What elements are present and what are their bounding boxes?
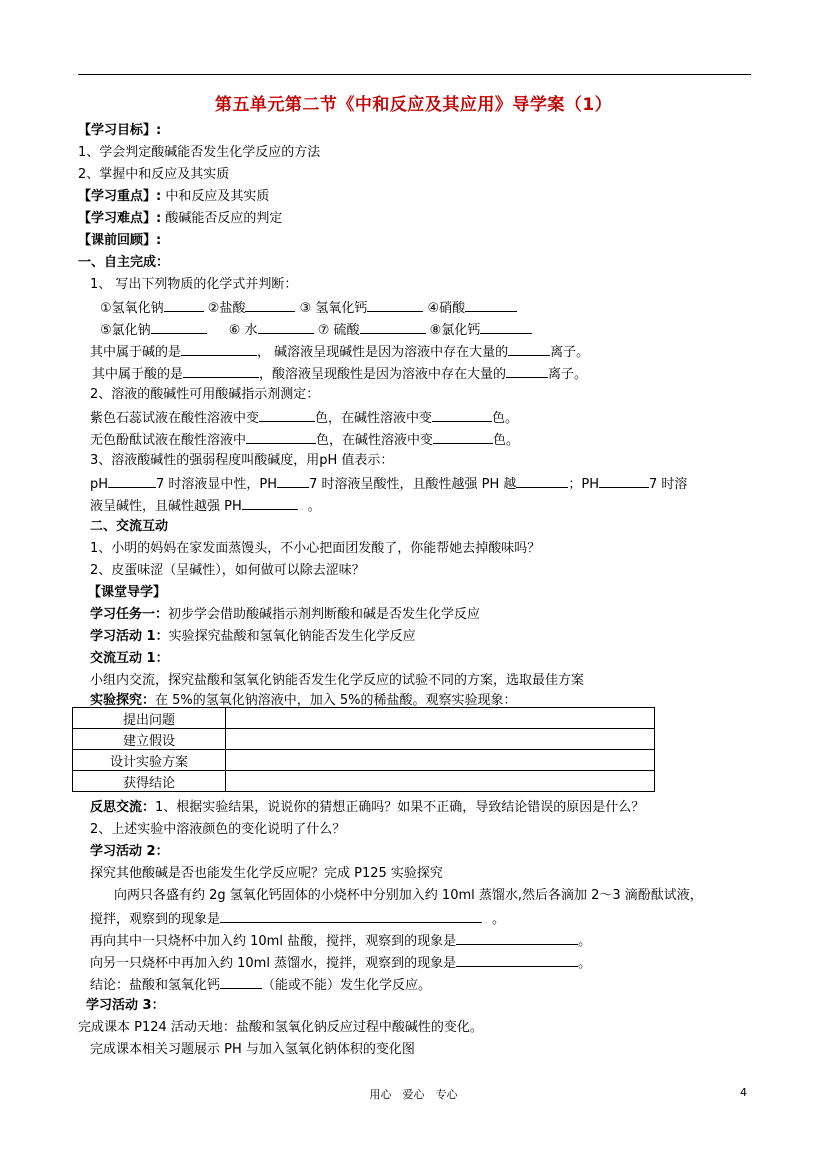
- text: 结论：盐酸和氢氧化钙: [90, 978, 221, 993]
- focus-line: [78, 188, 269, 206]
- table-row: [73, 708, 655, 729]
- substance-6: ⑥ 水: [228, 323, 258, 338]
- header-rule: [78, 74, 751, 75]
- table-row: [73, 750, 655, 771]
- explore-label: 实验探究：: [90, 693, 156, 708]
- blank[interactable]: [242, 496, 298, 510]
- task1-line: [90, 606, 480, 624]
- text: 色。: [492, 411, 519, 426]
- text: pH: [90, 477, 109, 492]
- activity3-line2: 完成课本相关习题展示 PH 与加入氢氧化钠体积的变化图: [90, 1042, 415, 1057]
- base-line: [90, 342, 589, 362]
- reflect-text: 1、根据实验结果，说说你的猜想正确吗？如果不正确，导致结论错误的原因是什么？: [155, 800, 645, 815]
- part2-q1: 1、小明的妈妈在家发面蒸馒头，不小心把面团发酸了，你能帮她去掉酸味吗？: [90, 541, 541, 556]
- activity2-line2: 向两只各盛有约 2g 氢氧化钙固体的小烧杯中分别加入约 10ml 蒸馏水,然后各滴加 2～3 滴酚酞试液，: [114, 888, 703, 903]
- blank[interactable]: [367, 298, 423, 312]
- row-label: 建立假设: [73, 729, 226, 750]
- blank[interactable]: [599, 474, 649, 488]
- substance-5: ⑤氯化钠: [100, 323, 151, 338]
- objective-1: 1、学会判定酸碱能否发生化学反应的方法: [78, 145, 321, 160]
- explore-line: [90, 694, 517, 708]
- activity2-line3: [90, 909, 505, 929]
- text: 7 时溶液呈酸性，且酸性越强 PH 越: [309, 477, 517, 492]
- substance-4: ④硝酸: [427, 301, 466, 316]
- acid-line: [92, 364, 587, 384]
- blank[interactable]: [164, 298, 204, 312]
- objective-2: 2、掌握中和反应及其实质: [78, 167, 230, 182]
- footer-motto: 用心 爱心 专心: [369, 1088, 458, 1101]
- text: 紫色石蕊试液在酸性溶液中变: [90, 411, 260, 426]
- substance-1: ①氢氧化钠: [100, 301, 164, 316]
- answer-cell[interactable]: [226, 729, 655, 750]
- text: 其中属于碱的是: [90, 345, 182, 360]
- difficulty-text: 酸碱能否反应的判定: [165, 211, 283, 226]
- text: 色，在碱性溶液中变: [315, 411, 433, 426]
- blank[interactable]: [456, 931, 578, 945]
- text: 7 时溶液显中性，PH: [156, 477, 278, 492]
- substance-2: ②盐酸: [207, 301, 246, 316]
- substance-row-1: [100, 298, 517, 318]
- table-row: [73, 729, 655, 750]
- page-title: 第五单元第二节《中和反应及其应用》导学案（1）: [214, 95, 613, 115]
- blank[interactable]: [456, 953, 578, 967]
- objectives-heading: 【学习目标】:: [78, 123, 162, 138]
- activity3-heading: 学习活动 3：: [86, 998, 165, 1013]
- focus-label: 【学习重点】:: [78, 189, 162, 204]
- part1-q2: 2、溶液的酸碱性可用酸碱指示剂测定：: [90, 387, 320, 402]
- ph-line-2: [90, 496, 321, 516]
- litmus-line: [90, 408, 518, 428]
- part1-heading: 一、自主完成：: [78, 255, 170, 270]
- review-heading: 【课前回顾】:: [78, 233, 162, 248]
- ph-line: [90, 474, 687, 494]
- blank[interactable]: [151, 320, 207, 334]
- text: 色，在碱性溶液中变: [316, 433, 434, 448]
- text: 向另一只烧杯中再加入约 10ml 蒸馏水，搅拌，观察到的现象是: [90, 956, 457, 971]
- activity2-conclusion: [90, 975, 431, 995]
- blank[interactable]: [465, 298, 517, 312]
- text: ， 碱溶液呈现碱性是因为溶液中存在大量的: [257, 345, 509, 360]
- answer-cell[interactable]: [226, 750, 655, 771]
- blank[interactable]: [433, 430, 493, 444]
- part2-q2: 2、皮蛋味涩（呈碱性），如何做可以除去涩味？: [90, 563, 365, 578]
- blank[interactable]: [183, 364, 259, 378]
- reflect-line: [90, 799, 644, 817]
- blank[interactable]: [508, 342, 550, 356]
- blank[interactable]: [108, 474, 156, 488]
- substance-8: ⑧氯化钙: [429, 323, 481, 338]
- activity2-line4: [90, 931, 591, 951]
- row-label: 设计实验方案: [73, 750, 226, 771]
- activity1-line: [90, 628, 416, 646]
- answer-cell[interactable]: [226, 708, 655, 729]
- text: 离子。: [550, 345, 590, 360]
- activity2-line5: [90, 953, 591, 973]
- text: 再向其中一只烧杯中加入约 10ml 盐酸，搅拌，观察到的现象是: [90, 934, 457, 949]
- substance-3: ③ 氢氧化钙: [299, 301, 368, 316]
- text: 。: [578, 934, 592, 949]
- blank[interactable]: [432, 408, 492, 422]
- blank[interactable]: [480, 320, 532, 334]
- focus-text: 中和反应及其实质: [165, 189, 270, 204]
- text: ，酸溶液呈现酸性是因为溶液中存在大量的: [259, 367, 507, 382]
- activity3-line1: 完成课本 P124 活动天地：盐酸和氢氧化钠反应过程中酸碱性的变化。: [78, 1020, 483, 1035]
- blank[interactable]: [516, 474, 568, 488]
- exchange-heading: 交流互动 1：: [90, 651, 169, 666]
- blank[interactable]: [181, 342, 257, 356]
- difficulty-label: 【学习难点】:: [78, 211, 162, 226]
- task1-label: 学习任务一：: [90, 607, 169, 622]
- text: 其中属于酸的是: [92, 367, 184, 382]
- part1-q1: 1、 写出下列物质的化学式并判断：: [90, 277, 298, 292]
- text: 离子。: [548, 367, 588, 382]
- row-label: 提出问题: [73, 708, 226, 729]
- text: 搅拌，观察到的现象是: [90, 912, 221, 927]
- difficulty-line: [78, 210, 282, 228]
- blank[interactable]: [220, 975, 262, 989]
- activity1-text: 实验探究盐酸和氢氧化钠能否发生化学反应: [168, 629, 416, 644]
- task1-text: 初步学会借助酸碱指示剂判断酸和碱是否发生化学反应: [168, 607, 481, 622]
- table-row: [73, 771, 655, 792]
- blank[interactable]: [220, 909, 482, 923]
- exchange-text: 小组内交流，探究盐酸和氢氧化钠能否发生化学反应的试验不同的方案，选取最佳方案: [90, 673, 585, 688]
- substance-row-2: [100, 320, 532, 340]
- activity1-label: 学习活动 1：: [90, 629, 169, 644]
- experiment-table: [72, 707, 655, 792]
- activity2-line1: 探究其他酸碱是否也能发生化学反应呢？完成 P125 实验探究: [90, 866, 443, 881]
- explore-text: 在 5%的氢氧化钠溶液中，加入 5%的稀盐酸。观察实验现象：: [155, 693, 517, 708]
- text: （能或不能）发生化学反应。: [262, 978, 432, 993]
- text: 无色酚酞试液在酸性溶液中: [90, 433, 247, 448]
- text: 7 时溶: [648, 477, 688, 492]
- blank[interactable]: [506, 364, 548, 378]
- part2-heading: 二、交流互动: [90, 519, 169, 534]
- guide-heading: 【课堂导学】: [88, 585, 167, 600]
- reflect-label: 反思交流：: [90, 800, 156, 815]
- activity2-heading: 学习活动 2：: [90, 844, 169, 859]
- substance-7: ⑦ 硫酸: [317, 323, 360, 338]
- reflect-2: 2、上述实验中溶液颜色的变化说明了什么？: [90, 822, 346, 837]
- part1-q3: 3、溶液酸碱性的强弱程度叫酸碱度，用pH 值表示：: [90, 453, 394, 468]
- text: 。: [307, 499, 321, 514]
- blank[interactable]: [259, 408, 315, 422]
- blank[interactable]: [246, 430, 316, 444]
- text: 。: [492, 912, 506, 927]
- text: 。: [578, 956, 592, 971]
- blank[interactable]: [245, 298, 295, 312]
- blank[interactable]: [258, 320, 314, 334]
- blank[interactable]: [360, 320, 426, 334]
- page-number: 4: [740, 1086, 747, 1099]
- text: ；PH: [568, 477, 599, 492]
- phenolphthalein-line: [90, 430, 519, 450]
- row-label: 获得结论: [73, 771, 226, 792]
- text: 色。: [493, 433, 520, 448]
- answer-cell[interactable]: [226, 771, 655, 792]
- blank[interactable]: [277, 474, 309, 488]
- text: 液呈碱性，且碱性越强 PH: [90, 499, 242, 514]
